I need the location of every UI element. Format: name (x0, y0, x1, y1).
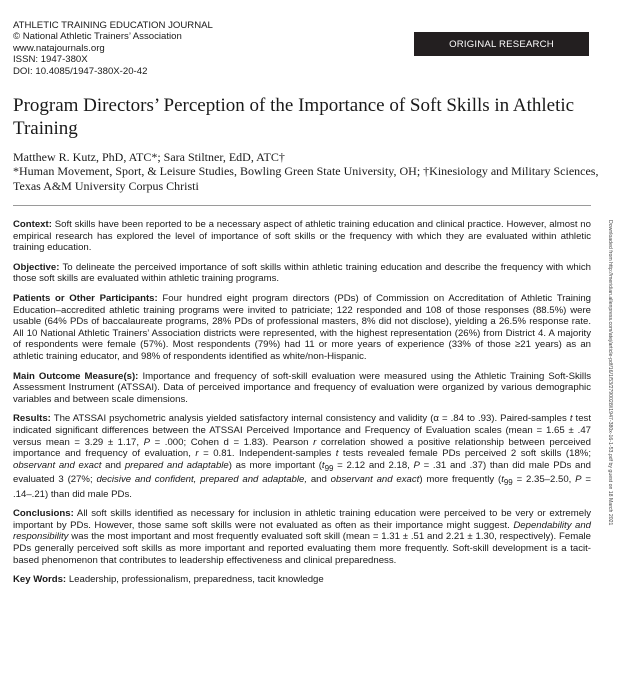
text: = 0.81. Independent-samples (198, 448, 336, 460)
section-label: Patients or Other Participants: (13, 292, 158, 304)
issn: ISSN: 1947-380X (13, 54, 88, 66)
keywords-text: Leadership, professionalism, preparedness, tacit knowledge (68, 574, 324, 586)
text: All soft skills identified as necessary for inclusion in athletic training education were perceived to be very or extremely important by PDs. However, those same soft skills were not evaluated as often as their importance might suggest. (13, 508, 591, 531)
section-label: Context: (13, 219, 52, 230)
text: ) as more important ( (228, 459, 322, 471)
download-watermark (607, 220, 613, 605)
article-title: Program Directors’ Perception of the Importance of Soft Skills in Athletic Training (13, 95, 575, 139)
section-label: Key Words: (13, 574, 67, 586)
section-label: Conclusions: (13, 508, 74, 520)
journal-header (13, 20, 213, 77)
copyright-line: © National Athletic Trainers’ Association (13, 31, 182, 43)
stat-symbol: t (321, 459, 325, 471)
stat-symbol: r (313, 436, 317, 448)
stat-symbol: t (569, 413, 573, 425)
divider (13, 205, 591, 206)
download-note: Downloaded from http://meridian.allenpress.com/atej/article-pdf/16/1/53/2790028/i1947-380x-16-1-53.pdf by guest on 18 March 2021 (607, 220, 613, 526)
text: and (307, 474, 331, 486)
emphasis: prepared and adaptable (124, 459, 229, 471)
abstract-participants (13, 293, 591, 363)
stat-symbol: P (413, 459, 420, 471)
section-label: Objective: (13, 261, 60, 273)
stat-symbol: P (575, 474, 582, 486)
author-list: Matthew R. Kutz, PhD, ATC*; Sara Stiltner, EdD, ATC† (13, 150, 285, 164)
text: = 2.12 and 2.18, (333, 459, 414, 471)
text: = .14–.21) than did male PDs. (13, 474, 591, 500)
text: = .31 and .37) than did male PDs and evaluated 3 (27%; (13, 459, 592, 486)
abstract-conclusions (13, 508, 591, 566)
abstract-objective (13, 262, 591, 285)
emphasis: observant and exact (330, 474, 420, 486)
section-text: Soft skills have been reported to be a necessary aspect of athletic training education and clinical practice. However, almost no empirical research has explored the level of importance of soft skills or the frequency with which they are evaluated within athletic training education. (13, 219, 591, 254)
section-text: Four hundred eight program directors (PDs) of Commission on Accreditation of Athletic Training Education–accredited athletic training programs were invited to patriciate; 122 responded and 108 of those responses (88.5%) were usable (64% PDs of baccalaureate programs, 28% PDs of professional masters, 8% did not disclose), yielding a 26.5% response rate. All 10 National Athletic Trainers’ Association districts were represented, with the highest representation (26%) from District 4. A majority of respondents were female (57%). Most respondents (79%) had 11 or more years of experience (33% of those ≥21 years) as an athletic training educator, and 98% of respondents identified as white/non-Hispanic. (13, 292, 592, 362)
stat-symbol: r (195, 448, 199, 460)
stat-symbol: t (335, 448, 339, 460)
subscript: 99 (503, 478, 513, 488)
subscript: 99 (324, 463, 334, 473)
emphasis: Dependability and responsibility (13, 519, 592, 543)
text: = .000; Cohen d = 1.83). Pearson (150, 436, 314, 448)
emphasis: observant and exact (13, 459, 102, 471)
text: tests revealed female PDs perceived 2 soft skills (18%; (338, 448, 591, 460)
text: ) more frequently ( (419, 474, 502, 486)
stat-symbol: t (501, 474, 504, 486)
text: The ATSSAI psychometric analysis yielded satisfactory internal consistency and validity (α = .84 to .93). Paired-samples (53, 413, 570, 425)
text: test indicated significant differences between the ATSSAI Perceived Importance and Frequency of Evaluation scales (mean = 1.65 ± .47 versus mean = 3.29 ± 1.17, (13, 413, 591, 448)
doi: DOI: 10.4085/1947-380X-20-42 (13, 65, 148, 77)
section-text: Importance and frequency of soft-skill evaluation were measured using the Athletic Training Soft-Skills Assessment Instrument (ATSSAI). Data of perceived importance and frequency of evaluation were organized by various demographic variables and between scale dimensions. (13, 370, 591, 405)
section-text: To delineate the perceived importance of soft skills within athletic training education and describe the frequency with which those soft skills are evaluated within athletic training programs. (13, 261, 591, 285)
section-label: Main Outcome Measure(s): (13, 370, 139, 382)
abstract (13, 219, 591, 594)
journal-url: www.natajournals.org (13, 42, 105, 54)
text: was the most important and most frequently evaluated soft skill (mean = 1.31 ± .51 and 2.21 ± 1.30, respectively). Female PDs generally perceived soft skills as more important and reported evaluating them more frequently. Soft-skill development is a tacit-based phenomenon that contributes to leadership effectiveness and clinical preparedness. (13, 531, 591, 566)
keywords (13, 574, 591, 586)
abstract-results (13, 413, 591, 500)
affiliations: *Human Movement, Sport, & Leisure Studies, Bowling Green State University, OH; †Kinesiology and Military Sciences, Texas A&M University Corpus Christi (13, 164, 599, 193)
abstract-context (13, 219, 591, 254)
stat-symbol: P (143, 436, 151, 448)
article-type-banner: ORIGINAL RESEARCH (414, 32, 589, 56)
text: = 2.35–2.50, (512, 474, 576, 486)
journal-name: ATHLETIC TRAINING EDUCATION JOURNAL (13, 20, 213, 31)
abstract-outcome (13, 371, 591, 406)
text: and (101, 459, 125, 471)
emphasis: decisive and confident, prepared and adaptable, (96, 474, 308, 486)
text: correlation showed a positive relationship between perceived importance and frequency of evaluation, (13, 436, 591, 460)
section-label: Results: (13, 413, 51, 425)
